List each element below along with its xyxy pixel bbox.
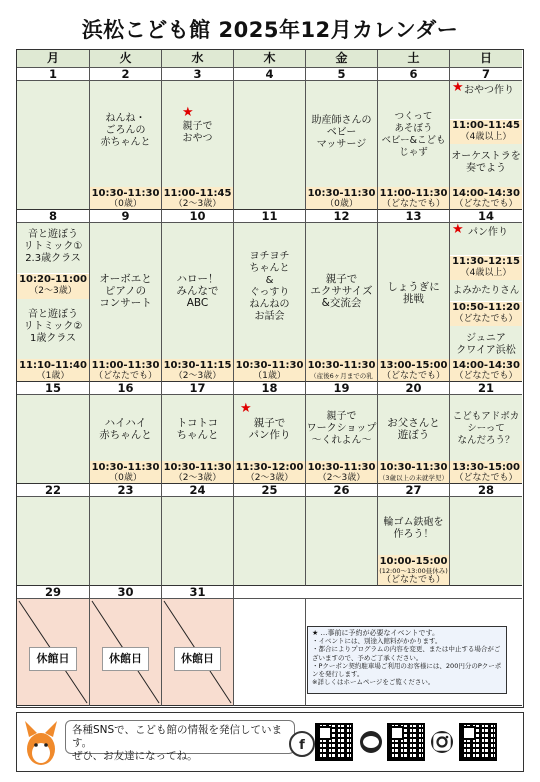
day-cell xyxy=(234,223,306,382)
date-number: 9 xyxy=(90,210,162,223)
day-cell xyxy=(90,395,162,484)
notice-box xyxy=(307,626,507,694)
event-age: （4歳以上） xyxy=(460,268,512,278)
event-time: 14:00-14:30 xyxy=(452,188,520,199)
week-row xyxy=(17,210,522,382)
event-title: しょうぎに 挑戦 xyxy=(387,281,440,305)
date-number: 3 xyxy=(162,68,234,81)
day-cell xyxy=(450,497,522,586)
event-time-band xyxy=(378,461,449,483)
event-title: こどもアドボカ シーって なんだろう？ xyxy=(452,411,520,446)
event-title: つくって あそぼう ベビー&こども じゃず xyxy=(381,111,446,158)
event-time-band xyxy=(450,187,522,209)
day-cell xyxy=(378,223,450,382)
event-title: おやつ作り xyxy=(464,85,514,96)
event-age: （どなたでも） xyxy=(381,199,445,209)
date-number: 22 xyxy=(17,484,90,497)
event-title: 輪ゴム鉄砲を 作ろう！ xyxy=(383,517,444,540)
event-time: 10:30-11:30 xyxy=(307,462,376,473)
event-time-band xyxy=(234,359,305,381)
day-cell xyxy=(450,81,522,210)
event-time-band xyxy=(306,461,377,483)
closed-label: 休館日 xyxy=(174,647,221,671)
event-time-band xyxy=(450,461,522,483)
event-time: 10:30-11:30 xyxy=(307,360,376,371)
weekday-fri: 金 xyxy=(306,50,378,68)
day-cell xyxy=(17,81,90,210)
day-cell xyxy=(162,81,234,210)
event-time: 11:10-11:40 xyxy=(19,360,87,371)
day-cell xyxy=(450,395,522,484)
date-number: 23 xyxy=(90,484,162,497)
date-number: 18 xyxy=(234,382,306,395)
day-cell xyxy=(17,395,90,484)
day-cell xyxy=(17,223,90,382)
event-time: 11:00-11:30 xyxy=(91,360,160,371)
weekday-wed: 水 xyxy=(162,50,234,68)
weekday-sun: 日 xyxy=(450,50,522,68)
date-number: 21 xyxy=(450,382,522,395)
footer-message-text: 各種SNSで、こども館の情報を発信しています。 ぜひ、お友達になってね。 xyxy=(72,724,282,762)
date-number: 6 xyxy=(378,68,450,81)
event-time: 10:30-11:30 xyxy=(307,188,376,199)
event-title: 親子で おやつ xyxy=(182,121,213,144)
notice-line: ・イベントには、別途入館料がかかります。 xyxy=(312,637,442,646)
day-cell xyxy=(162,395,234,484)
day-cell xyxy=(162,497,234,586)
event-age: （0歳） xyxy=(109,199,142,209)
notice-line: ・都合によりプログラムの内容を変更、または中止する場合がございますので、予めご了承ください。 xyxy=(312,645,501,662)
day-cell xyxy=(234,497,306,586)
event-age: （どなたでも） xyxy=(454,314,518,324)
event-title: 音と遊ぼう リトミック① 2.3歳クラス xyxy=(23,229,83,264)
date-number: 1 xyxy=(17,68,90,81)
event-title: パン作り xyxy=(468,227,508,238)
date-number: 28 xyxy=(450,484,522,497)
event-age: （1歳） xyxy=(253,371,286,381)
event-time: 10:30-11:15 xyxy=(163,360,232,371)
event-time: 10:20-11:00 xyxy=(19,274,87,285)
reservation-star-icon: ★ xyxy=(452,223,464,237)
event-time: 10:30-11:30 xyxy=(379,462,448,473)
reservation-star-icon: ★ xyxy=(182,105,194,120)
event-title: よみかたりさん xyxy=(452,285,520,296)
event-time-band xyxy=(90,461,161,483)
day-cell xyxy=(162,223,234,382)
date-number-blank xyxy=(234,586,522,599)
day-cell xyxy=(90,223,162,382)
date-number: 4 xyxy=(234,68,306,81)
event-time: 10:30-11:30 xyxy=(235,360,304,371)
event-age: （どなたでも） xyxy=(454,473,518,483)
week-row xyxy=(17,382,522,484)
empty-cell xyxy=(234,599,306,706)
closed-label: 休館日 xyxy=(102,647,149,671)
qr-code[interactable] xyxy=(387,723,425,761)
event-time: 11:00-11:45 xyxy=(163,188,232,199)
event-time-band xyxy=(90,187,161,209)
day-cell xyxy=(306,223,378,382)
day-cell xyxy=(306,395,378,484)
event-time-band xyxy=(450,301,522,326)
event-time-band xyxy=(378,359,449,381)
date-number: 26 xyxy=(306,484,378,497)
notice-line: ★ …事前に予約が必要なイベントです。 xyxy=(312,629,439,637)
day-cell xyxy=(378,497,450,586)
event-age: （3歳以上の未就学児） xyxy=(378,474,449,482)
calendar-grid xyxy=(16,49,524,708)
event-time-band xyxy=(450,255,522,280)
event-age: （2～3歳） xyxy=(317,473,366,483)
event-title: ねんね・ ごろんの 赤ちゃんと xyxy=(100,113,151,148)
event-age: （1歳） xyxy=(36,371,70,381)
date-number: 12 xyxy=(306,210,378,223)
qr-code[interactable] xyxy=(459,723,497,761)
event-title: オーケストラを 奏でよう xyxy=(451,151,521,174)
reservation-star-icon: ★ xyxy=(240,401,252,416)
footer-sns xyxy=(16,712,524,772)
date-number: 20 xyxy=(378,382,450,395)
closed-day-cell xyxy=(90,599,162,706)
facebook-icon[interactable] xyxy=(289,731,315,757)
event-age: （どなたでも） xyxy=(381,371,445,381)
day-cell xyxy=(306,81,378,210)
date-number: 24 xyxy=(162,484,234,497)
weekday-thu: 木 xyxy=(234,50,306,68)
event-age: （どなたでも） xyxy=(93,371,157,381)
date-number: 11 xyxy=(234,210,306,223)
reservation-star-icon: ★ xyxy=(452,81,464,95)
event-title: ハイハイ 赤ちゃんと xyxy=(99,417,152,441)
date-number: 14 xyxy=(450,210,522,223)
date-number: 8 xyxy=(17,210,90,223)
event-age: （どなたでも） xyxy=(381,575,445,585)
event-age: （2～3歳） xyxy=(173,371,222,381)
event-age: （2～3歳） xyxy=(245,473,294,483)
day-cell xyxy=(450,223,522,382)
date-number: 30 xyxy=(90,586,162,599)
event-time-band xyxy=(162,359,233,381)
event-time: 13:30-15:00 xyxy=(452,462,520,473)
event-title: 親子で パン作り xyxy=(248,417,291,441)
event-title: ヨチヨチ ちゃんと & ぐっすり ねんねの お話会 xyxy=(249,251,290,322)
event-time-band xyxy=(162,461,233,483)
week-row xyxy=(17,484,522,586)
event-title: 音と遊ぼう リトミック② 1歳クラス xyxy=(23,309,83,344)
event-age: （2～3歳） xyxy=(29,286,77,296)
date-number: 5 xyxy=(306,68,378,81)
event-title: 親子で ワークショップ ～くれよん～ xyxy=(306,411,377,446)
qr-code[interactable] xyxy=(315,723,353,761)
day-cell xyxy=(234,395,306,484)
date-number: 19 xyxy=(306,382,378,395)
event-time: 11:00-11:30 xyxy=(379,188,448,199)
event-age: （0歳） xyxy=(109,473,142,483)
date-number: 29 xyxy=(17,586,90,599)
weekday-mon: 月 xyxy=(17,50,90,68)
closed-day-cell xyxy=(162,599,234,706)
date-number: 13 xyxy=(378,210,450,223)
closed-day-cell xyxy=(17,599,90,706)
page-title: 浜松こども館 2025年12月カレンダー xyxy=(81,18,459,42)
notice-line: ※詳しくはホームページをご覧ください。 xyxy=(312,678,435,687)
date-number: 2 xyxy=(90,68,162,81)
weekday-tue: 火 xyxy=(90,50,162,68)
event-time-band xyxy=(162,187,233,209)
day-cell xyxy=(90,497,162,586)
event-note: (12:00～13:00昼休み) xyxy=(379,567,448,575)
footer-message xyxy=(65,720,295,762)
event-title: 親子で エクササイズ &交流会 xyxy=(310,273,373,309)
event-age: （2～3歳） xyxy=(173,473,222,483)
week-row xyxy=(17,68,522,210)
event-time: 13:00-15:00 xyxy=(379,360,448,371)
weekday-sat: 土 xyxy=(378,50,450,68)
day-cell xyxy=(234,81,306,210)
event-time-band xyxy=(17,273,89,299)
date-number: 25 xyxy=(234,484,306,497)
event-time-band xyxy=(378,187,449,209)
event-time: 10:50-11:20 xyxy=(452,302,520,313)
event-title: オーボエと ピアノの コンサート xyxy=(99,273,152,309)
date-number: 15 xyxy=(17,382,90,395)
day-cell xyxy=(17,497,90,586)
event-title: ハロー！ みんなで ABC xyxy=(176,273,219,309)
event-age: （4歳以上） xyxy=(460,132,512,142)
event-time-band xyxy=(306,187,377,209)
mascot-icon xyxy=(21,719,61,767)
date-number: 31 xyxy=(162,586,234,599)
event-title: お父さんと 遊ぼう xyxy=(387,417,440,441)
notice-line: ・Pクーポン契約駐車場ご利用のお客様には、200円分のPクーポンを発行します。 xyxy=(312,661,502,679)
day-cell xyxy=(378,395,450,484)
closed-label: 休館日 xyxy=(29,647,77,671)
day-cell xyxy=(378,81,450,210)
event-age: （0歳） xyxy=(325,199,358,209)
date-number: 10 xyxy=(162,210,234,223)
event-time-band xyxy=(378,555,449,585)
event-time: 11:30-12:15 xyxy=(452,256,520,267)
event-age: （産後6ヶ月までの乳 xyxy=(310,372,373,380)
date-number: 27 xyxy=(378,484,450,497)
event-title: ジュニア クワイア浜松 xyxy=(456,333,516,356)
date-number: 17 xyxy=(162,382,234,395)
event-time-band xyxy=(306,359,377,381)
event-time: 10:30-11:30 xyxy=(163,462,232,473)
event-time: 10:30-11:30 xyxy=(91,188,160,199)
event-age: （どなたでも） xyxy=(454,199,518,209)
day-cell xyxy=(90,81,162,210)
line-icon[interactable] xyxy=(360,731,382,753)
event-time-band xyxy=(234,461,305,483)
event-title: 助産師さんの ベビー マッサージ xyxy=(311,115,372,150)
event-time-band xyxy=(450,359,522,381)
day-cell xyxy=(306,497,378,586)
event-time: 14:00-14:30 xyxy=(452,360,520,371)
event-time: 11:00-11:45 xyxy=(452,120,520,131)
event-time-band xyxy=(90,359,161,381)
event-age: （どなたでも） xyxy=(454,371,518,381)
event-time: 10:30-11:30 xyxy=(91,462,160,473)
svg-text:f: f xyxy=(299,738,305,753)
event-title: トコトコ ちゃんと xyxy=(176,417,219,441)
event-age: （2～3歳） xyxy=(173,199,222,209)
date-number: 16 xyxy=(90,382,162,395)
date-number: 7 xyxy=(450,68,522,81)
event-time-band xyxy=(17,359,89,381)
event-time: 11:30-12:00 xyxy=(235,462,304,473)
instagram-icon[interactable] xyxy=(431,731,453,753)
event-time-band xyxy=(450,119,522,144)
event-time: 10:00-15:00 xyxy=(379,556,448,567)
